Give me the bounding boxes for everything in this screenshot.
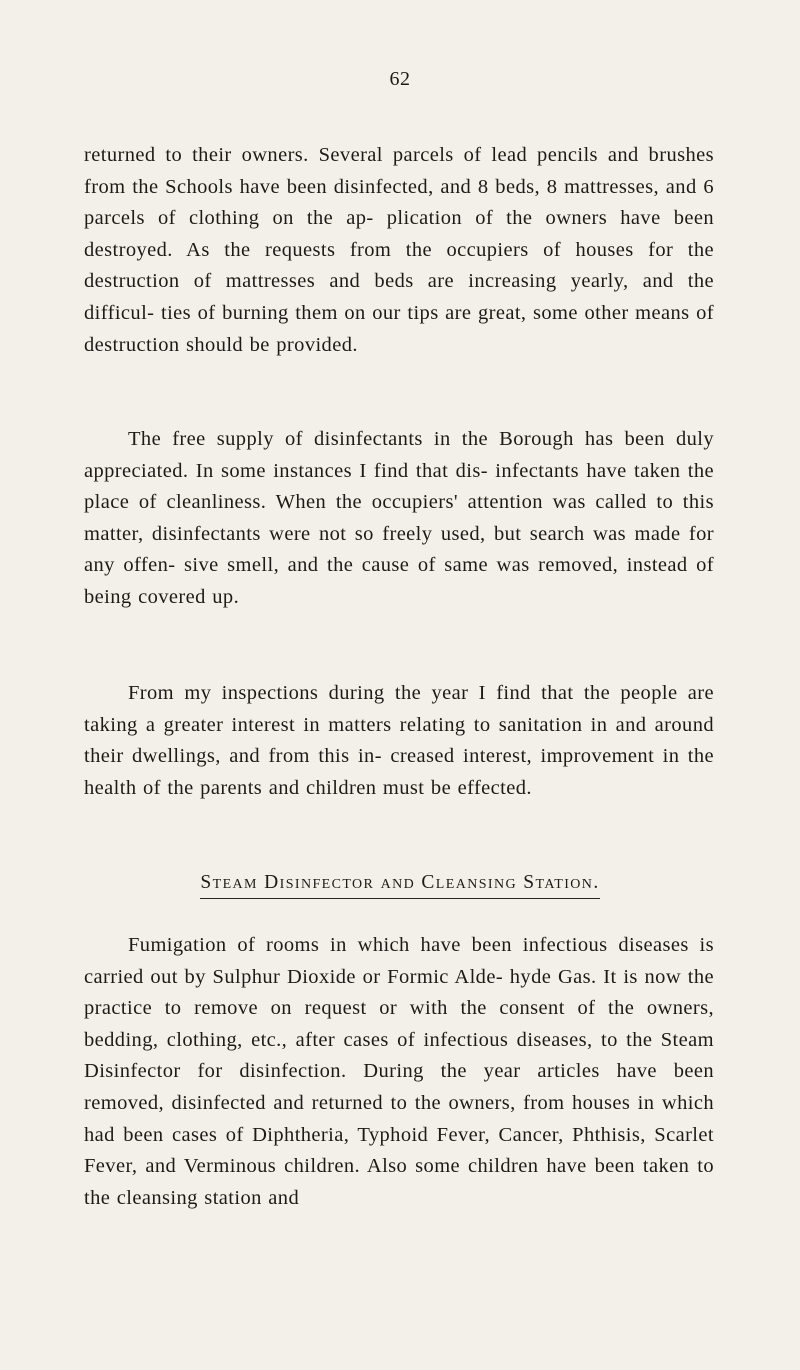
paragraph-inspections: From my inspections during the year I find that the people are taking a greater interest in matters relating to sanitation in and around their dwellings, and from this in- creased interest, improvement in the health of the parents and children must be effected.: [84, 682, 714, 799]
paragraph-block: [84, 140, 714, 361]
paragraph-block: [84, 930, 714, 1214]
page-number: 62: [389, 68, 411, 90]
paragraph-block: [84, 424, 714, 614]
paragraph-block: [84, 678, 714, 804]
paragraph-continued: returned to their owners. Several parcels of lead pencils and brushes from the Schools have been disinfected, and 8 beds, 8 mattresses, and 6 parcels of clothing on the ap- plication of the owners have been destroyed. As the requests from the occupiers of houses for the destruction of mattresses and beds are increasing yearly, and the difficul- ties of burning them on our tips are great, some other means of destruction should be provided.: [84, 144, 714, 356]
paragraph-fumigation: Fumigation of rooms in which have been infectious diseases is carried out by Sulphur Dioxide or Formic Alde- hyde Gas. It is now the practice to remove on request or with the consent of the owners, bedding, clothing, etc., after cases of infectious diseases, to the Steam Disinfector for disinfection. During the year articles have been removed, disinfected and returned to the owners, from houses in which had been cases of Diphtheria, Typhoid Fever, Cancer, Phthisis, Scarlet Fever, and Verminous children. Also some children have been taken to the cleansing station and: [84, 934, 714, 1209]
section-heading-text: Steam Disinfector and Cleansing Station.: [200, 872, 599, 899]
paragraph-disinfectants: The free supply of disinfectants in the Borough has been duly appreciated. In some instances I find that dis- infectants have taken the place of cleanliness. When the occupiers' attention was called to this matter, disinfectants were not so freely used, but search was made for any offen- sive smell, and the cause of same was removed, instead of being covered up.: [84, 428, 714, 608]
section-heading: [0, 872, 800, 899]
